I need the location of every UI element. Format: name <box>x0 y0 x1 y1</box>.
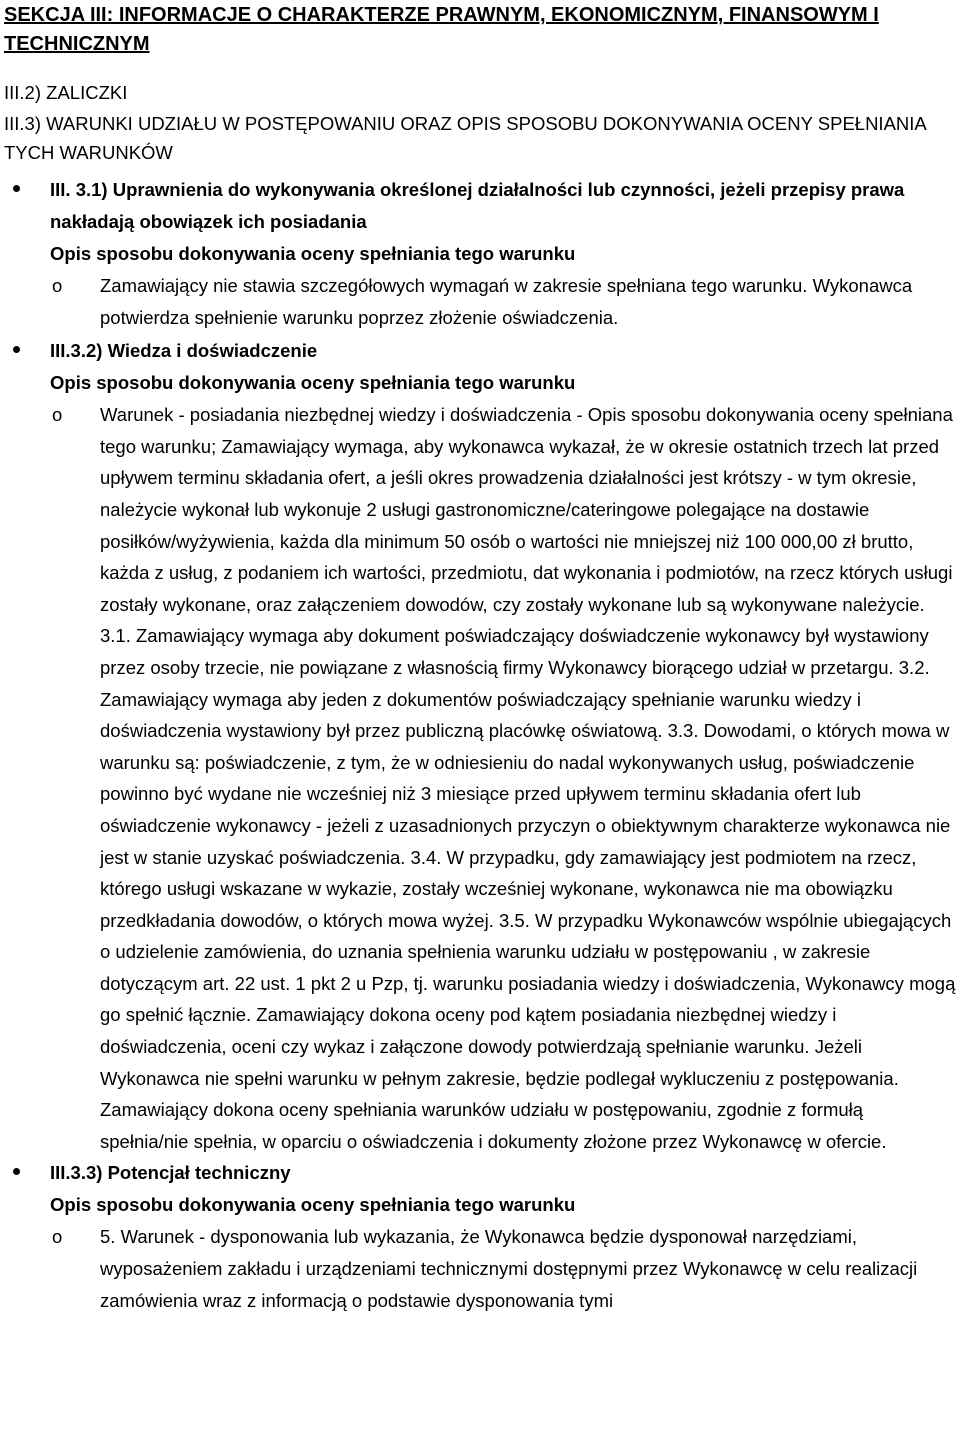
item-title: III.3.2) Wiedza i doświadczenie <box>50 340 318 362</box>
circle-bullet-icon: o <box>52 404 63 426</box>
sub-item-text: 5. Warunek - dysponowania lub wykazania, że Wykonawca będzie dysponował narzędziami, wyposażeniem zakładu i urządzeniami technicznymi dostępnymi przez Wykonawcę w celu realizacji zamówienia wraz z informacją o podstawie dysponowania tymi <box>100 1226 918 1311</box>
item-title: III. 3.1) Uprawnienia do wykonywania określonej działalności lub czynności, jeżeli przepisy prawa nakładają obowiązek ich posiadania <box>50 179 905 232</box>
sub-item-text: Zamawiający nie stawia szczegółowych wymagań w zakresie spełniana tego warunku. Wykonawca potwierdza spełnienie warunku poprzez złożenie oświadczenia. <box>100 275 913 328</box>
opis-label: Opis sposobu dokonywania oceny spełniania tego warunku <box>50 1194 576 1216</box>
list-item <box>4 1157 956 1316</box>
section-title: SEKCJA III: INFORMACJE O CHARAKTERZE PRAWNYM, EKONOMICZNYM, FINANSOWYM I TECHNICZNYM <box>4 4 879 55</box>
item-title: III.3.3) Potencjał techniczny <box>50 1162 291 1184</box>
opis-label: Opis sposobu dokonywania oceny spełniania tego warunku <box>50 372 576 394</box>
list-item <box>4 335 956 1157</box>
list-item <box>4 174 956 333</box>
circle-bullet-icon: o <box>52 275 63 296</box>
circle-bullet-icon: o <box>52 1226 63 1248</box>
bullet-icon <box>13 185 20 192</box>
sub-item <box>50 270 956 333</box>
sub-item <box>50 399 956 1157</box>
bullet-icon <box>13 346 20 353</box>
document-page <box>4 0 956 1316</box>
sub-item-text: Warunek - posiadania niezbędnej wiedzy i doświadczenia - Opis sposobu dokonywania oceny spełniana tego warunku; Zamawiający wymaga, aby wykonawca wykazał, że w okresie ostatnich trzech lat przed upływem terminu składania ofert, a jeśli okres prowadzenia działalności jest krótszy - w tym okresie, należycie wykonał lub wykonuje 2 usługi gastronomiczne/cateringowe polegające na dostawie posiłków/wyżywienia, każda dla minimum 50 osób o wartości nie mniejszej niż 100 000,00 zł brutto, każda z usług, z podaniem ich wartości, przedmiotu, dat wykonania i podmiotów, na rzecz których usługi zostały wykonane, oraz załączeniem dowodów, czy zostały wykonane lub są wykonywane należycie. 3.1. Zamawiający wymaga aby dokument poświadczający doświadczenie wykonawcy był wystawiony przez osoby trzecie, nie powiązane z własnością firmy Wykonawcy biorącego udział w przetargu. 3.2. Zamawiający wymaga aby jeden z dokumentów poświadczający spełnianie warunku wiedzy i doświadczenia wystawiony był przez publiczną placówkę oświatową. 3.3. Dowodami, o których mowa w warunku są: poświadczenie, z tym, że w odniesieniu do nadal wykonywanych usług, poświadczenie powinno być wydane nie wcześniej niż 3 miesiące przed upływem terminu składania ofert lub oświadczenie wykonawcy - jeżeli z uzasadnionych przyczyn o obiektywnym charakterze wykonawca nie jest w stanie uzyskać poświadczenia. 3.4. W przypadku, gdy zamawiający jest podmiotem na rzecz, którego usługi wskazane w wykazie, zostały wcześniej wykonane, wykonawca nie ma obowiązku przedkładania dowodów, o których mowa wyżej. 3.5. W przypadku Wykonawców wspólnie ubiegających o udzielenie zamówienia, do uznania spełnienia warunku udziału w postępowaniu , w zakresie dotyczącym art. 22 ust. 1 pkt 2 u Pzp, tj. warunku posiadania wiedzy i doświadczenia, Wykonawcy mogą go spełnić łącznie. Zamawiający dokona oceny pod kątem posiadania niezbędnej wiedzy i doświadczenia, oceni czy wykaz i załączone dowody potwierdzają spełnianie warunku. Jeżeli Wykonawca nie spełni warunku w pełnym zakresie, będzie podlegał wykluczeniu z postępowania. Zamawiający dokona oceny spełniania warunków udziału w postępowaniu, zgodnie z formułą spełnia/nie spełnia, w oparciu o oświadczenia i dokumenty złożone przez Wykonawcę w ofercie. <box>100 404 956 1152</box>
bullet-icon <box>13 1168 20 1175</box>
heading-zaliczki: III.2) ZALICZKI <box>4 82 128 103</box>
sub-item <box>50 1221 956 1316</box>
opis-label: Opis sposobu dokonywania oceny spełniania tego warunku <box>50 243 576 264</box>
heading-warunki: III.3) WARUNKI UDZIAŁU W POSTĘPOWANIU ORAZ OPIS SPOSOBU DOKONYWANIA OCENY SPEŁNIANIA TYCH WARUNKÓW <box>4 113 926 163</box>
conditions-list <box>4 174 956 1316</box>
